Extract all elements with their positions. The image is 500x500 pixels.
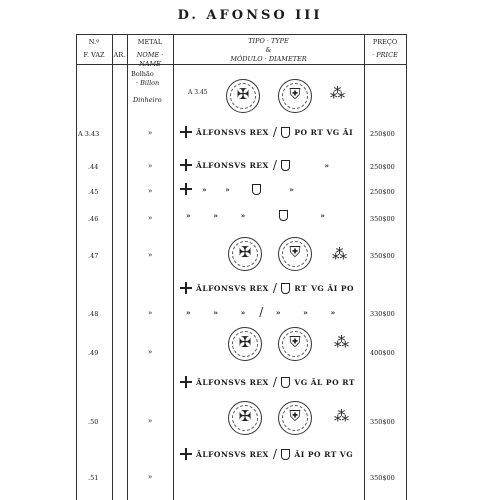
col-rule-no [112, 34, 113, 500]
separator-slash: / [272, 125, 278, 139]
reverse-legend: PO RT VG ĀI [294, 127, 354, 137]
page-title: D. AFONSO III [177, 8, 323, 23]
row-number: A 3.43 [78, 130, 100, 138]
shield-icon [279, 210, 288, 221]
row-metal-ditto: » [148, 187, 153, 195]
cross-icon [180, 183, 192, 195]
coin-reverse-image [278, 327, 312, 361]
reverse-legend-start: RT [294, 283, 308, 293]
mint-mark-icon: ⁂ [330, 84, 345, 102]
col-rule-metal [173, 34, 174, 500]
header-tipo-line1: TIPO · TYPE [248, 37, 289, 45]
reverse-legend: » » » [275, 307, 346, 317]
row-metal-ditto: » [148, 214, 153, 222]
row-price: 350$00 [370, 418, 395, 426]
separator-slash: / [272, 447, 278, 461]
row-number: .46 [88, 215, 99, 223]
shield-icon [281, 283, 290, 294]
table-top-rule [76, 34, 406, 35]
coin-obverse-image [228, 237, 262, 271]
header-no-line2: F. VAZ [83, 51, 105, 59]
row-metal-ditto: » [148, 309, 153, 317]
reverse-legend: » [324, 160, 330, 170]
row-number: .44 [88, 163, 99, 171]
row-number: .51 [88, 474, 99, 482]
row-price: 350$00 [370, 474, 395, 482]
row-number: .45 [88, 188, 99, 196]
header-no-line1: N.º [88, 38, 100, 46]
obverse-legend: ĀLFONSVS REX [196, 160, 269, 170]
obverse-legend: ĀLFONSVS REX [196, 283, 269, 293]
obverse-legend: ĀLFONSVS REX [196, 127, 269, 137]
row-number: .50 [88, 418, 99, 426]
row-metal-ditto: » [148, 348, 153, 356]
row-price: 250$00 [370, 163, 395, 171]
header-metal-line2: NOME · NAME [136, 51, 164, 68]
ditto-mark: » [225, 184, 231, 194]
mint-mark-icon: ⁂ [334, 333, 349, 351]
separator-slash: / [272, 281, 278, 295]
cross-icon [180, 376, 192, 388]
separator-slash: / [272, 158, 278, 172]
obverse-legend: ĀLFONSVS REX [196, 449, 269, 459]
separator-slash: / [272, 375, 278, 389]
coin-obverse-image [228, 401, 262, 435]
row-price: 330$00 [370, 310, 395, 318]
coin-reverse-image [278, 401, 312, 435]
row-metal-ditto: » [148, 473, 153, 481]
row-number: .47 [88, 252, 99, 260]
obverse-legend: » » » [186, 307, 256, 317]
row-price: 350$00 [370, 215, 395, 223]
row-legend [186, 305, 345, 319]
table-right-rule [406, 34, 407, 500]
row-legend [180, 125, 353, 139]
row-legend [180, 158, 330, 172]
row-metal-ditto: » [148, 417, 153, 425]
header-metal [127, 38, 173, 69]
reverse-legend: VG ĀL PO RT [294, 377, 355, 387]
header-preco-line1: PREÇO [372, 38, 398, 46]
row-metal-ditto: » [148, 251, 153, 259]
row-metal-ditto: » [148, 129, 153, 137]
row-legend [180, 447, 353, 461]
header-preco [364, 38, 406, 60]
header-tipo-line3: MÓDULO · DIAMETER [230, 55, 307, 63]
row-legend [186, 210, 325, 221]
obverse-legend: » » » [186, 211, 256, 220]
row-number: .48 [88, 310, 99, 318]
reverse-legend: ĀI PO RT VG [294, 449, 354, 459]
cross-icon [180, 282, 192, 294]
reverse-legend: » [320, 211, 326, 220]
row-metal-ditto: » [148, 162, 153, 170]
header-preco-line2: · PRICE [372, 51, 398, 59]
row-price: 250$00 [370, 188, 395, 196]
metal-name-en: · Billon [136, 79, 160, 87]
coin-reverse-image [278, 237, 312, 271]
obverse-legend: ĀLFONSVS REX [196, 377, 269, 387]
metal-name: Bolhão [131, 70, 154, 78]
separator-slash: / [259, 305, 264, 319]
mint-mark-icon: ⁂ [332, 245, 347, 263]
row-price: 350$00 [370, 252, 395, 260]
table-left-rule [76, 34, 77, 500]
row-number: .49 [88, 349, 99, 357]
shield-icon [281, 377, 290, 388]
obverse-legend: » [202, 184, 208, 194]
coin-obverse-image [226, 79, 260, 113]
header-metal-line1: METAL [137, 38, 163, 46]
reverse-legend: » [289, 184, 295, 194]
row-price: 400$00 [370, 349, 395, 357]
shield-icon [281, 127, 290, 138]
mint-mark-icon: ⁂ [334, 407, 349, 425]
row-legend [180, 183, 294, 195]
header-ar: AR. [113, 51, 126, 59]
col-rule-ar [127, 34, 128, 500]
header-bottom-rule [76, 64, 406, 65]
shield-icon [252, 184, 261, 195]
col-rule-tipo [364, 34, 365, 500]
header-tipo-line2: & [265, 46, 272, 54]
header-no [76, 38, 112, 60]
coin-name: Dinheiro [133, 96, 162, 104]
cross-icon [180, 126, 192, 138]
shield-icon [281, 449, 290, 460]
header-tipo [173, 37, 364, 64]
cross-icon [180, 448, 192, 460]
coin-reverse-image [278, 79, 312, 113]
coin-obverse-image [228, 327, 262, 361]
reference-label: A 3.45 [188, 89, 208, 96]
row-legend [180, 375, 355, 389]
shield-icon [281, 160, 290, 171]
row-price: 250$00 [370, 130, 395, 138]
row-legend [180, 281, 354, 295]
reverse-legend: VG ĀI PO [311, 283, 355, 293]
cross-icon [180, 159, 192, 171]
